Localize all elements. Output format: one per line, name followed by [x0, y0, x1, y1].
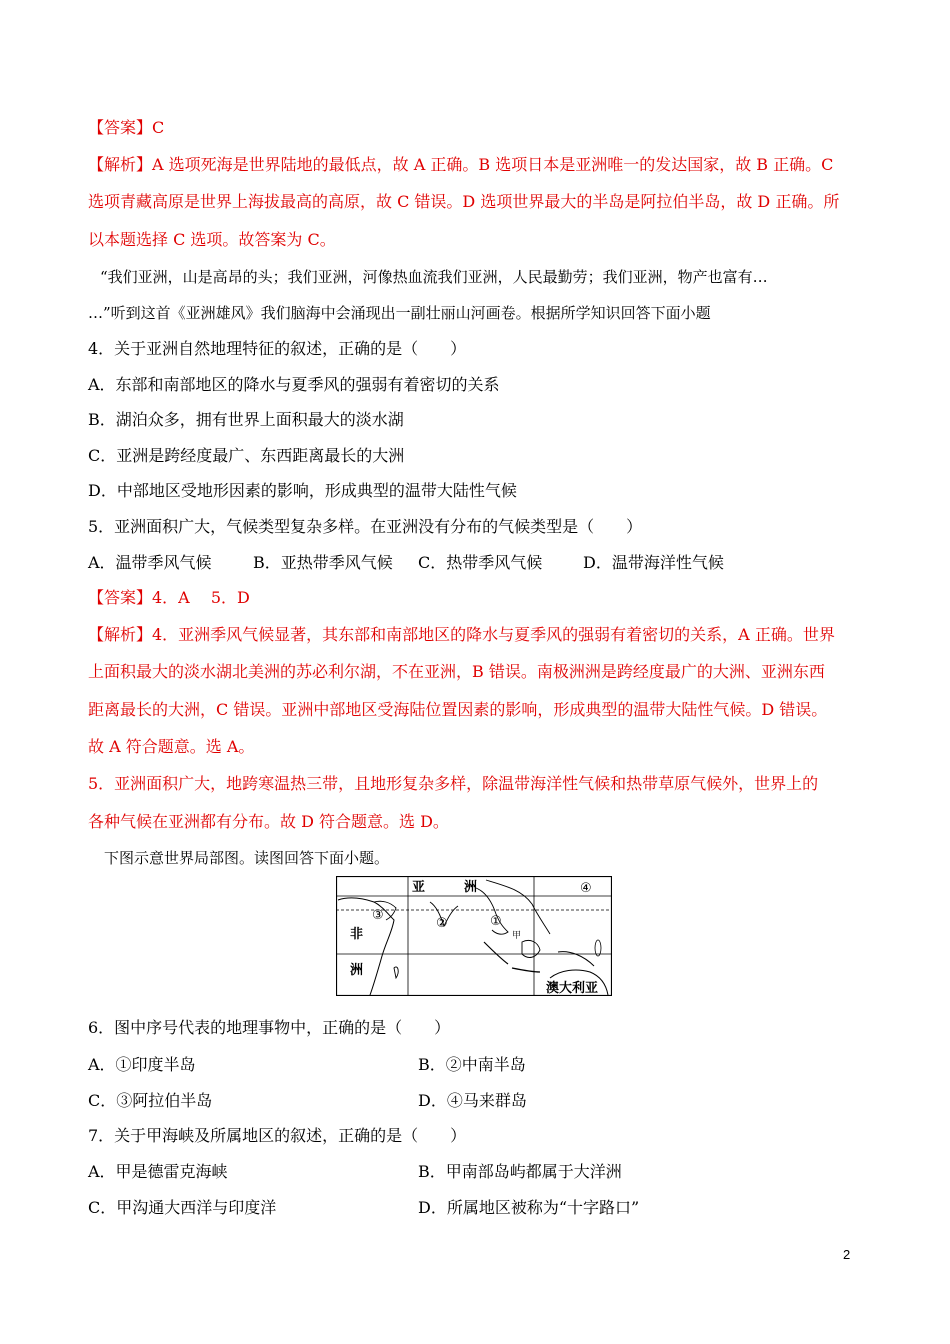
q7-option-d: D．所属地区被称为“十字路口” [418, 1198, 640, 1217]
q6-option-c: C．③阿拉伯半岛 [88, 1091, 213, 1110]
q5-option-b: B．亚热带季风气候 [253, 553, 393, 572]
analysis-2-line-6: 各种气候在亚洲都有分布。故 D 符合题意。选 D。 [88, 812, 449, 831]
q5-stem: 5．亚洲面积广大，气候类型复杂多样。在亚洲没有分布的气候类型是（ ） [88, 517, 643, 536]
q7-option-a: A．甲是德雷克海峡 [88, 1162, 228, 1181]
intro-line-2: …”听到这首《亚洲雄风》我们脑海中会涌现出一副壮丽山河画卷。根据所学知识回答下面小题 [88, 304, 711, 322]
answer-1: 【答案】C [88, 118, 165, 137]
q5-option-a: A．温带季风气候 [88, 553, 212, 572]
analysis-2-line-1: 【解析】4．亚洲季风气候显著，其东部和南部地区的降水与夏季风的强弱有着密切的关系，A 正确。世界 [88, 625, 835, 644]
q6-option-a: A．①印度半岛 [88, 1055, 196, 1074]
q5-option-c: C．热带季风气候 [418, 553, 543, 572]
label-asia-1: 亚 [412, 880, 426, 895]
q6-option-b: B．②中南半岛 [418, 1055, 526, 1074]
world-map-figure [336, 876, 612, 996]
analysis-1-line-3: 以本题选择 C 选项。故答案为 C。 [88, 230, 336, 249]
q5-option-d: D．温带海洋性气候 [583, 553, 724, 572]
q4-option-d: D．中部地区受地形因素的影响，形成典型的温带大陆性气候 [88, 481, 517, 500]
map-num-4: ④ [580, 881, 592, 896]
q7-option-b: B．甲南部岛屿都属于大洋洲 [418, 1162, 622, 1181]
label-australia: 澳大利亚 [546, 981, 599, 996]
label-jia: 甲 [512, 931, 522, 941]
label-africa-1: 非 [350, 927, 364, 942]
q4-stem: 4．关于亚洲自然地理特征的叙述，正确的是（ ） [88, 339, 467, 358]
map-num-2: ② [436, 916, 448, 931]
analysis-2-line-4: 故 A 符合题意。选 A。 [88, 737, 255, 756]
q7-stem: 7．关于甲海峡及所属地区的叙述，正确的是（ ） [88, 1126, 467, 1145]
map-intro: 下图示意世界局部图。读图回答下面小题。 [104, 849, 390, 867]
map-num-3: ③ [372, 908, 384, 923]
q4-option-b: B．湖泊众多，拥有世界上面积最大的淡水湖 [88, 410, 404, 429]
page-number: 2 [843, 1247, 851, 1262]
intro-line-1: “我们亚洲，山是高昂的头；我们亚洲，河像热血流我们亚洲，人民最勤劳；我们亚洲，物产也富有… [100, 268, 768, 286]
map-num-1: ① [490, 914, 502, 929]
q4-option-c: C．亚洲是跨经度最广、东西距离最长的大洲 [88, 446, 405, 465]
label-africa-2: 洲 [350, 963, 364, 978]
analysis-1-line-2: 选项青藏高原是世界上海拔最高的高原，故 C 错误。D 选项世界最大的半岛是阿拉伯半岛，故 D 正确。所 [88, 192, 840, 211]
q4-option-a: A．东部和南部地区的降水与夏季风的强弱有着密切的关系 [88, 375, 500, 394]
analysis-2-line-5: 5．亚洲面积广大，地跨寒温热三带，且地形复杂多样，除温带海洋性气候和热带草原气候外，世界上的 [88, 774, 819, 793]
analysis-2-line-3: 距离最长的大洲，C 错误。亚洲中部地区受海陆位置因素的影响，形成典型的温带大陆性气候。D 错误。 [88, 700, 828, 719]
q6-option-d: D．④马来群岛 [418, 1091, 527, 1110]
answer-2: 【答案】4．A 5．D [88, 588, 250, 607]
analysis-1-line-1: 【解析】A 选项死海是世界陆地的最低点，故 A 正确。B 选项日本是亚洲唯一的发达国家，故 B 正确。C [88, 155, 834, 174]
q6-stem: 6．图中序号代表的地理事物中，正确的是（ ） [88, 1018, 451, 1037]
analysis-2-line-2: 上面积最大的淡水湖北美洲的苏必利尔湖，不在亚洲，B 错误。南极洲洲是跨经度最广的大洲、亚洲东西 [88, 662, 825, 681]
label-asia-2: 洲 [464, 880, 478, 895]
q7-option-c: C．甲沟通大西洋与印度洋 [88, 1198, 277, 1217]
